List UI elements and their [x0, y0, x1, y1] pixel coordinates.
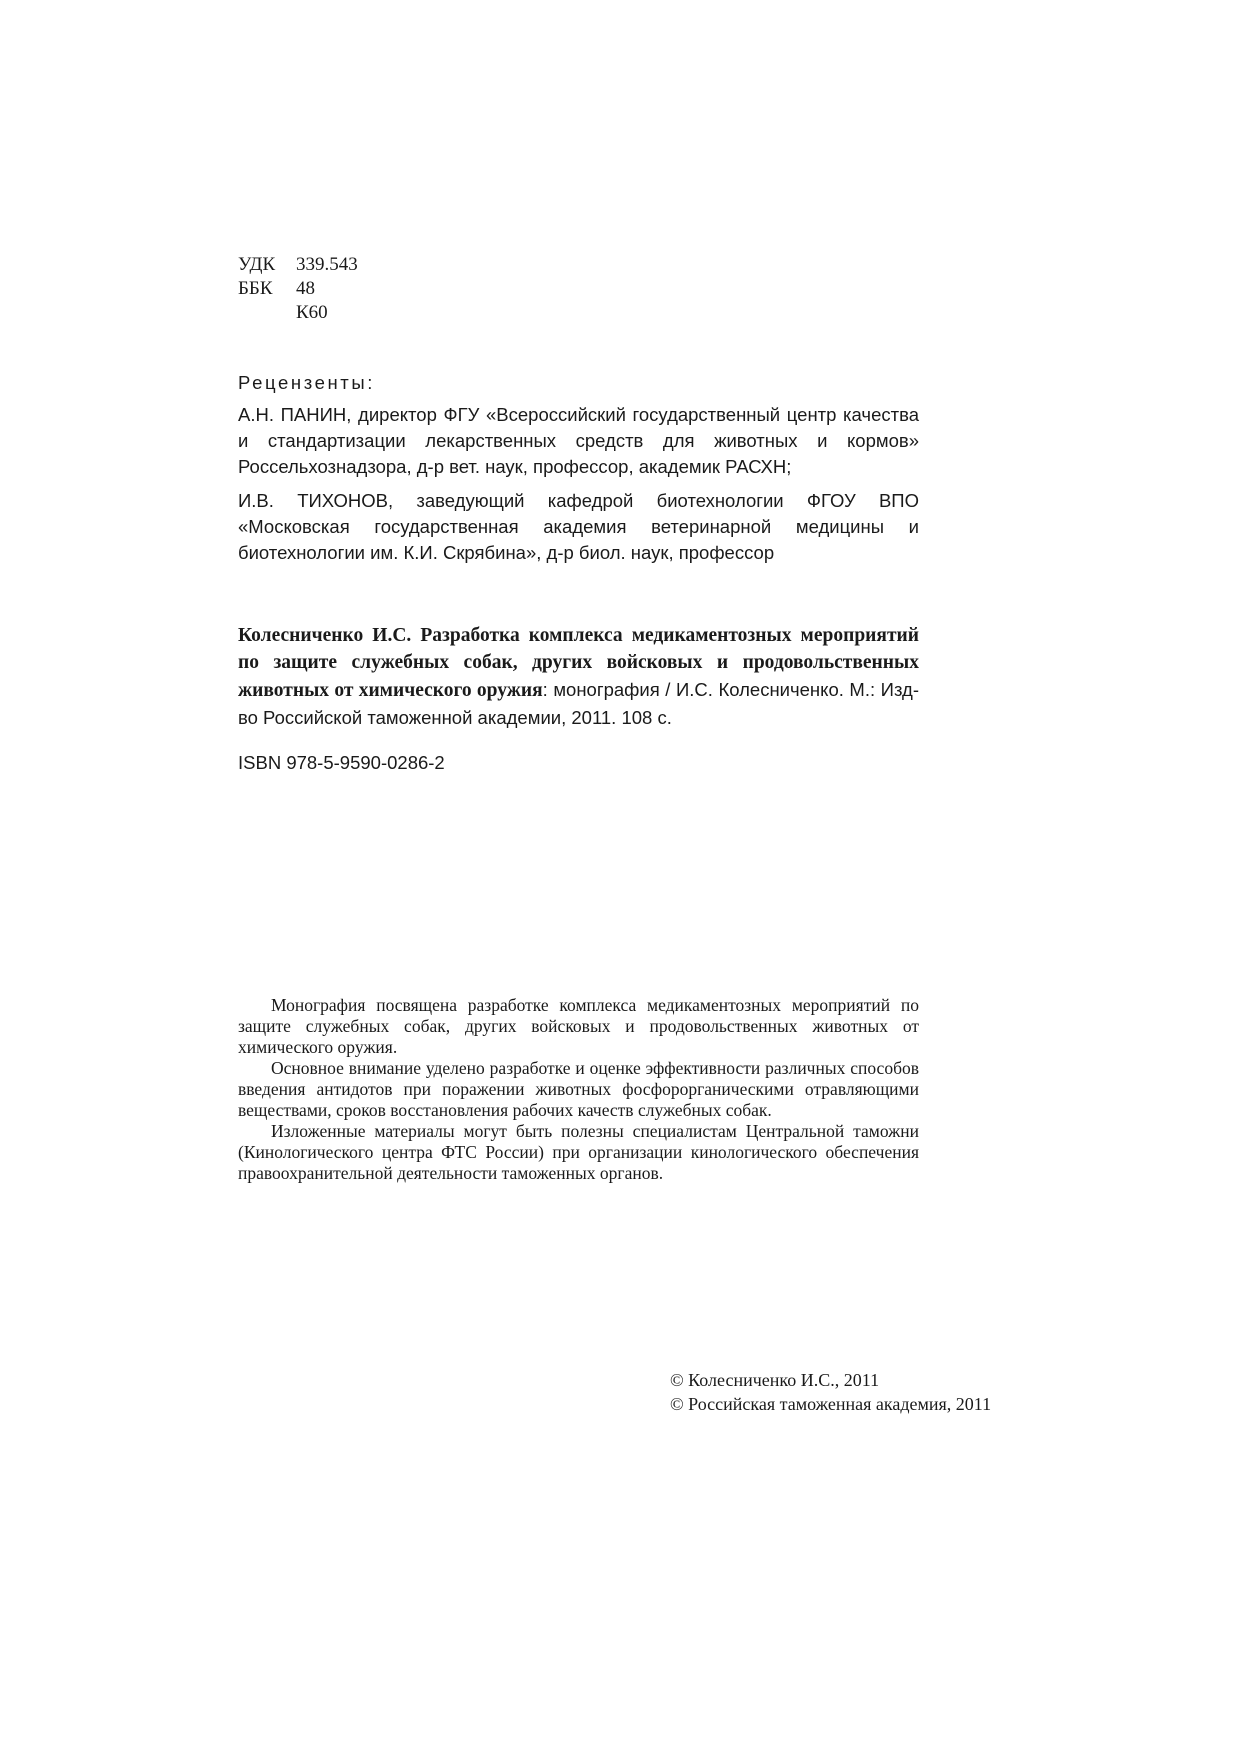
author-mark: К60 — [296, 302, 328, 323]
reviewers-block — [238, 370, 919, 574]
udk-row — [238, 253, 358, 277]
abstract-block — [238, 995, 919, 1184]
bibliographic-paragraph — [238, 622, 919, 732]
bbk-value: 48 — [296, 278, 315, 299]
copyright-block — [670, 1368, 991, 1416]
isbn: ISBN 978-5-9590-0286-2 — [238, 752, 445, 773]
reviewer-entry: И.В. ТИХОНОВ, заведующий кафедрой биотехнологии ФГОУ ВПО «Московская государственная академия ветеринарной медицины и биотехнологии им. К.И. Скрябина», д-р биол. наук, профессор — [238, 490, 919, 563]
abstract-paragraph: Основное внимание уделено разработке и оценке эффективности различных способов введения антидотов при поражении животных фосфорорганическими отравляющими веществами, сроков восстановления рабочих качеств служебных собак. — [238, 1058, 919, 1120]
abstract-paragraph: Изложенные материалы могут быть полезны специалистам Центральной таможни (Кинологического центра ФТС России) при организации кинологического обеспечения правоохранительной деятельности таможенных органов. — [238, 1121, 919, 1183]
bibliographic-title: Колесниченко И.С. Разработка комплекса медикаментозных мероприятий по защите служебных собак, других войсковых и продовольственных животных от химического оружия — [238, 625, 919, 701]
bibliographic-details: : монография / И.С. Колесниченко. М.: Изд-во Российской таможенной академии, 2011. 108 с. — [238, 679, 920, 728]
classification-block — [238, 253, 358, 325]
bbk-label: ББК — [238, 278, 273, 299]
abstract-paragraph: Монография посвящена разработке комплекса медикаментозных мероприятий по защите служебных собак, других войсковых и продовольственных животных от химического оружия. — [238, 995, 919, 1057]
copyright-author: © Колесниченко И.С., 2011 — [670, 1370, 880, 1390]
bbk-row — [238, 277, 358, 301]
udk-label: УДК — [238, 254, 276, 275]
reviewer-entry: А.Н. ПАНИН, директор ФГУ «Всероссийский государственный центр качества и стандартизации лекарственных средств для животных и кормов» Россельхознадзора, д-р вет. наук, профессор, академик РАСХН; — [238, 404, 919, 477]
reviewers-heading: Рецензенты: — [238, 372, 375, 393]
author-mark-row — [238, 301, 358, 325]
bibliographic-record — [238, 622, 919, 732]
udk-value: 339.543 — [296, 254, 358, 275]
copyright-publisher: © Российская таможенная академия, 2011 — [670, 1394, 992, 1414]
